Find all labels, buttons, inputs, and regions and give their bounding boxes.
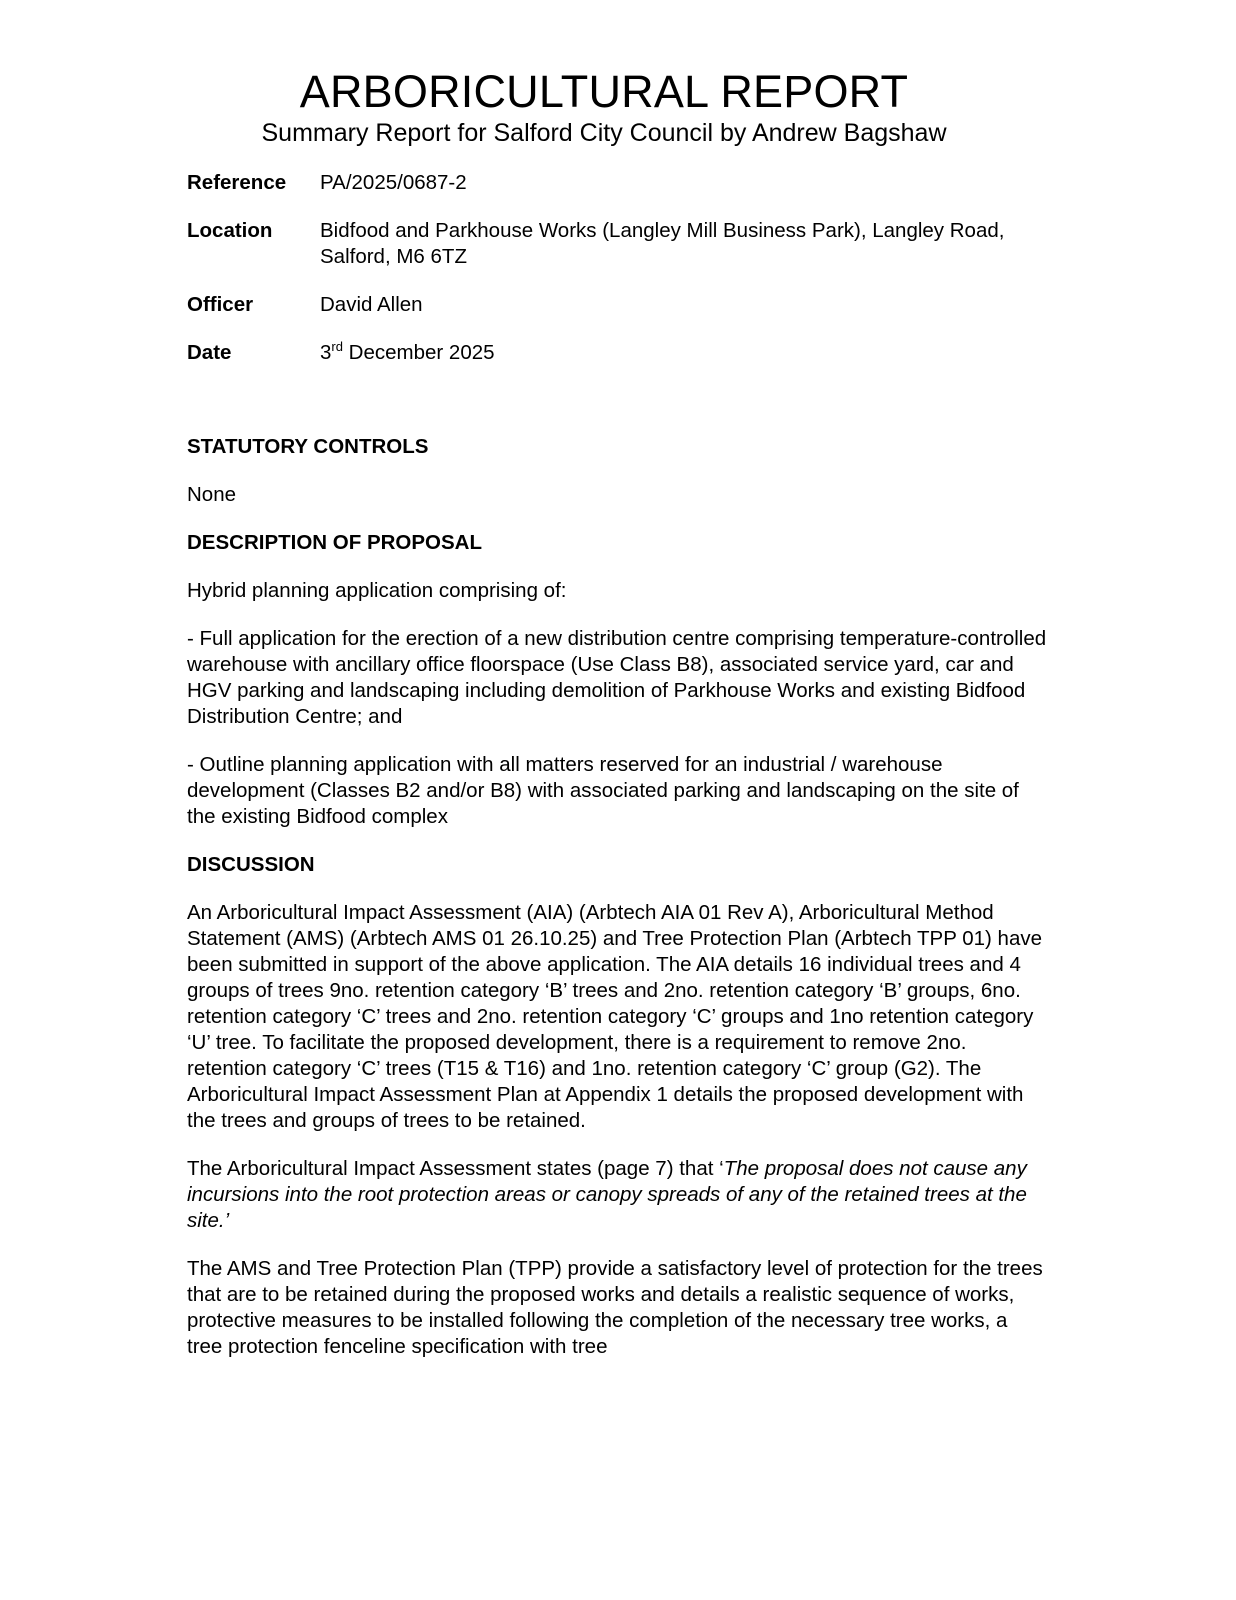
- reference-value: PA/2025/0687-2: [320, 171, 467, 194]
- discussion-paragraph-2: [187, 1156, 1047, 1234]
- section-spacer: [187, 388, 1047, 434]
- date-label: Date: [187, 341, 232, 364]
- discussion-paragraph-1: An Arboricultural Impact Assessment (AIA) (Arbtech AIA 01 Rev A), Arboricultural Method Statement (AMS) (Arbtech AMS 01 26.10.25) and Tree Protection Plan (Arbtech TPP 01) have been submitted in support of the above application. The AIA details 16 individual trees and 4 groups of trees 9no. retention category ‘B’ trees and 2no. retention category ‘B’ groups, 6no. retention category ‘C’ trees and 2no. retention category ‘C’ groups and 1no retention category ‘U’ tree. To facilitate the proposed development, there is a requirement to remove 2no. retention category ‘C’ trees (T15 & T16) and 1no. retention category ‘C’ group (G2). The Arboricultural Impact Assessment Plan at Appendix 1 details the proposed development with the trees and groups of trees to be retained.: [187, 901, 1042, 1132]
- statutory-controls-text: None: [187, 483, 237, 506]
- quote-lead: The Arboricultural Impact Assessment states (page 7) that ‘: [187, 1157, 724, 1180]
- date-month-year: December 2025: [342, 341, 495, 364]
- proposal-item-full: - Full application for the erection of a new distribution centre comprising temperature-controlled warehouse with ancillary office floorspace (Use Class B8), associated service yard, car and HGV parking and landscaping including demolition of Parkhouse Works and existing Bidfood Distribution Centre; and: [187, 627, 1047, 728]
- officer-value: David Allen: [320, 293, 423, 316]
- report-subtitle: Summary Report for Salford City Council by Andrew Bagshaw: [261, 119, 947, 147]
- report-body: [187, 170, 1047, 1382]
- statutory-controls-heading: STATUTORY CONTROLS: [187, 435, 429, 458]
- discussion-paragraph-3: The AMS and Tree Protection Plan (TPP) provide a satisfactory level of protection for the trees that are to be retained during the proposed works and details a realistic sequence of works, protective measures to be installed following the completion of the necessary tree works, a tree protection fenceline specification with tree: [187, 1257, 1043, 1358]
- location-label: Location: [187, 219, 273, 242]
- officer-label: Officer: [187, 293, 254, 316]
- location-row: [187, 218, 1047, 270]
- date-row: [187, 340, 1047, 366]
- location-value: Bidfood and Parkhouse Works (Langley Mill Business Park), Langley Road, Salford, M6 6TZ: [320, 219, 1005, 268]
- reference-label: Reference: [187, 171, 287, 194]
- proposal-heading: DESCRIPTION OF PROPOSAL: [187, 531, 482, 554]
- proposal-intro: Hybrid planning application comprising of:: [187, 579, 567, 602]
- date-day: 3: [320, 341, 332, 364]
- proposal-item-outline: - Outline planning application with all matters reserved for an industrial / warehouse development (Classes B2 and/or B8) with associated parking and landscaping on the site of the existing Bidfood complex: [187, 753, 1019, 828]
- discussion-heading: DISCUSSION: [187, 853, 315, 876]
- date-suffix: rd: [331, 339, 343, 354]
- reference-row: [187, 170, 1047, 196]
- report-title: ARBORICULTURAL REPORT: [299, 66, 909, 117]
- date-value: [320, 340, 1047, 366]
- officer-row: [187, 292, 1047, 318]
- quote-text: The proposal does not cause any incursions into the root protection areas or canopy spreads of any of the retained trees at the site.’: [187, 1157, 1027, 1232]
